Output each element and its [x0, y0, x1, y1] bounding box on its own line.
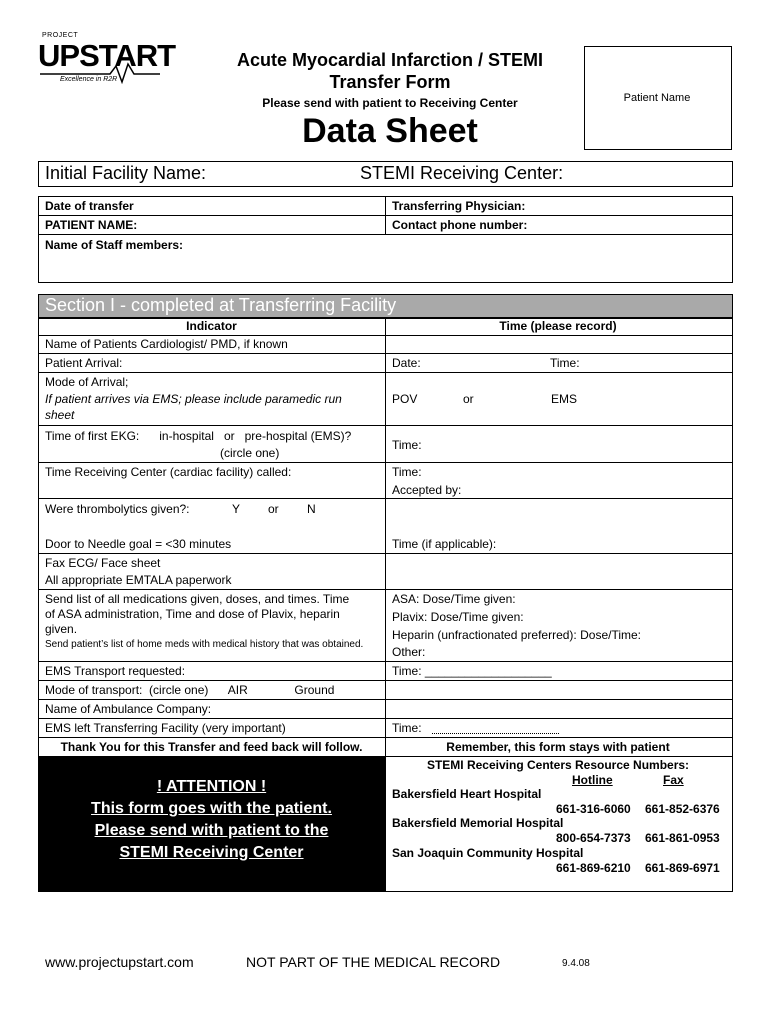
center-name: Bakersfield Memorial Hospital	[392, 816, 564, 830]
form-title-line1: Acute Myocardial Infarction / STEMI	[236, 50, 544, 70]
thrombolytics-yes[interactable]: Y	[232, 502, 241, 516]
initial-facility-label: Initial Facility Name:	[45, 163, 207, 183]
center-hotline: 661-869-6210	[556, 861, 631, 875]
other-label: Other:	[392, 645, 426, 659]
door-time-label: Time (if applicable):	[392, 537, 497, 551]
thrombolytics-label: Were thrombolytics given?:	[45, 502, 190, 516]
center-name: San Joaquin Community Hospital	[392, 846, 584, 860]
center-fax: 661-861-0953	[645, 831, 720, 845]
time-column-header: Time (please record)	[499, 319, 617, 333]
contact-phone-label: Contact phone number:	[392, 218, 528, 232]
hotline-header: Hotline	[572, 773, 613, 787]
or-text-2: or	[268, 502, 279, 516]
medications-label: Send list of all medications given, doses, and times. Time	[45, 592, 350, 606]
patient-name-label: Patient Name	[623, 92, 691, 104]
patient-arrival-label: Patient Arrival:	[45, 356, 123, 370]
staff-members-label: Name of Staff members:	[45, 238, 184, 252]
patient-name-field-label: PATIENT NAME:	[45, 218, 138, 232]
fax-ecg-label: Fax ECG/ Face sheet	[45, 556, 161, 570]
mode-of-arrival-note-2: sheet	[45, 408, 75, 422]
ambulance-company-label: Name of Ambulance Company:	[45, 702, 212, 716]
mode-of-arrival-label: Mode of Arrival;	[45, 375, 129, 389]
thrombolytics-no[interactable]: N	[307, 502, 316, 516]
medications-label-3: given.	[45, 622, 78, 636]
cardiologist-label: Name of Patients Cardiologist/ PMD, if known	[45, 337, 288, 351]
logo: UPSTART	[38, 38, 176, 73]
ems-requested-label: EMS Transport requested:	[45, 664, 186, 678]
logo-tagline: Excellence in R2R	[60, 76, 118, 83]
not-medical-record-note: NOT PART OF THE MEDICAL RECORD	[246, 954, 501, 970]
plavix-label: Plavix: Dose/Time given:	[392, 610, 524, 624]
page-title: Data Sheet	[302, 112, 478, 150]
ems-option[interactable]: EMS	[551, 392, 578, 406]
center-hotline: 661-316-6060	[556, 802, 631, 816]
thank-you-note: Thank You for this Transfer and feed back will follow.	[60, 740, 363, 754]
called-time-label: Time:	[392, 465, 422, 479]
attention-line-1: This form goes with the patient.	[91, 800, 332, 817]
ekg-time-label: Time:	[392, 438, 422, 452]
logo-project-text: PROJECT	[42, 32, 79, 39]
center-name: Bakersfield Heart Hospital	[392, 787, 542, 801]
form-stays-note: Remember, this form stays with patient	[446, 740, 670, 754]
receiving-center-label: STEMI Receiving Center:	[360, 163, 564, 183]
center-fax: 661-852-6376	[645, 802, 720, 816]
attention-heading: ! ATTENTION !	[156, 778, 267, 795]
arrival-date-label: Date:	[392, 356, 421, 370]
center-hotline: 800-654-7373	[556, 831, 631, 845]
home-meds-note: Send patient’s list of home meds with medical history that was obtained.	[45, 639, 364, 650]
circle-one-note: (circle one)	[220, 446, 280, 460]
pov-option[interactable]: POV	[392, 392, 418, 406]
mode-of-transport-label: Mode of transport: (circle one) AIR Ground	[45, 683, 335, 697]
emtala-label: All appropriate EMTALA paperwork	[45, 573, 232, 587]
attention-line-3: STEMI Receiving Center	[119, 844, 304, 861]
mode-of-arrival-note: If patient arrives via EMS; please include paramedic run	[45, 392, 342, 406]
receiving-center-called-label: Time Receiving Center (cardiac facility) called:	[45, 465, 292, 479]
asa-label: ASA: Dose/Time given:	[392, 592, 516, 606]
ems-left-time-label: Time:	[392, 721, 422, 735]
ems-left-label: EMS left Transferring Facility (very important)	[45, 721, 286, 735]
form-subtitle: Please send with patient to Receiving Center	[262, 96, 518, 110]
fax-header: Fax	[663, 773, 684, 787]
form-title-line2: Transfer Form	[329, 72, 451, 92]
or-text: or	[463, 392, 474, 406]
website-link[interactable]: www.projectupstart.com	[45, 954, 194, 970]
transferring-physician-label: Transferring Physician:	[392, 199, 526, 213]
version-date: 9.4.08	[562, 958, 590, 969]
arrival-time-label: Time:	[550, 356, 580, 370]
heparin-label: Heparin (unfractionated preferred): Dose/Time:	[392, 628, 641, 642]
ems-requested-time-label: Time: ___________________	[392, 664, 552, 678]
medications-label-2: of ASA administration, Time and dose of Plavix, heparin	[45, 607, 340, 621]
resource-title: STEMI Receiving Centers Resource Numbers:	[426, 758, 690, 772]
accepted-by-label: Accepted by:	[392, 483, 462, 497]
indicator-column-header: Indicator	[186, 319, 237, 333]
first-ekg-label: Time of first EKG: in-hospital or pre-hospital (EMS)?	[45, 429, 352, 443]
date-of-transfer-label: Date of transfer	[45, 199, 134, 213]
center-fax: 661-869-6971	[645, 861, 720, 875]
door-to-needle-label: Door to Needle goal = <30 minutes	[45, 537, 232, 551]
attention-line-2: Please send with patient to the	[94, 822, 329, 839]
section-title: Section I - completed at Transferring Facility	[45, 295, 397, 315]
